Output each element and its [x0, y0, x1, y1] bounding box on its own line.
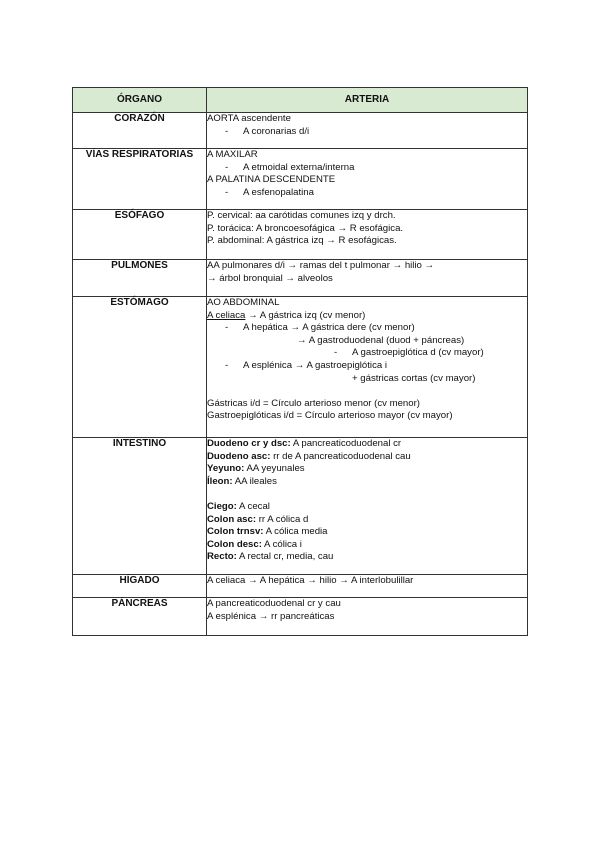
intestine-segment-label: Colon trnsv:: [207, 526, 264, 538]
artery-text: A gastroepiglótica d (cv mayor): [352, 347, 484, 359]
artery-cell: [207, 598, 528, 636]
organ-cell: CORAZÓN: [73, 113, 207, 149]
table-row-intestino: [73, 438, 528, 575]
dash-bullet: -: [225, 322, 229, 334]
artery-line: Gastroepiglóticas i/d = Círculo arterioso mayor (cv mayor): [207, 410, 453, 422]
spacer: [207, 385, 527, 398]
intestine-segment-label: Duodeno cr y dsc:: [207, 438, 291, 449]
dash-bullet: -: [225, 186, 229, 198]
dash-bullet: -: [225, 161, 229, 173]
artery-text: A esfenopalatina: [243, 186, 314, 198]
artery-line: A pancreaticoduodenal cr y cau: [207, 598, 341, 609]
artery-line: [207, 310, 527, 323]
organ-cell: ESÓFAGO: [73, 210, 207, 260]
table-row-vias-respiratorias: [73, 149, 528, 210]
artery-line: A celiaca → A hepática → hilio → A interlobulillar: [207, 575, 414, 586]
dash-bullet: -: [225, 359, 229, 371]
artery-text: A esplénica → A gastroepiglótica i: [243, 359, 387, 371]
intestine-item: [207, 438, 527, 451]
artery-line: A PALATINA DESCENDENTE: [207, 174, 336, 186]
spacer: [207, 488, 527, 501]
artery-line: AORTA ascendente: [207, 113, 291, 124]
artery-subline: [207, 187, 527, 200]
intestine-segment-artery: rr de A pancreaticoduodenal cau: [270, 450, 411, 462]
dash-bullet: -: [225, 125, 229, 137]
artery-line: Gástricas i/d = Círculo arterioso menor (cv menor): [207, 397, 420, 409]
dash-bullet: -: [334, 347, 338, 359]
intestine-segment-artery: AA ileales: [232, 475, 277, 487]
intestine-item: [207, 526, 527, 539]
intestine-item: [207, 514, 527, 527]
table-row-esofago: [73, 210, 528, 260]
artery-cell: [207, 149, 528, 210]
intestine-segment-label: Recto:: [207, 551, 237, 563]
artery-cell: [207, 575, 528, 598]
intestine-segment-artery: rr A cólica d: [256, 513, 309, 525]
intestine-segment-label: Ciego:: [207, 500, 237, 512]
organ-cell: PÁNCREAS: [73, 598, 207, 636]
table-row-pancreas: [73, 598, 528, 636]
organ-cell: INTESTINO: [73, 438, 207, 575]
artery-subline: [207, 347, 527, 360]
header-row: [73, 88, 528, 113]
intestine-item: [207, 501, 527, 514]
organ-cell: PULMONES: [73, 260, 207, 297]
artery-line: A MAXILAR: [207, 149, 258, 160]
artery-line: P. abdominal: A gástrica izq → R esofágicas.: [207, 235, 397, 247]
artery-line: A esplénica → rr pancreáticas: [207, 610, 335, 622]
artery-celiaca-underlined: A celiaca: [207, 309, 246, 321]
intestine-segment-artery: A rectal cr, media, cau: [236, 551, 334, 563]
artery-subline: [207, 322, 527, 335]
intestine-segment-label: Colon asc:: [207, 513, 257, 525]
artery-text: → A gástrica izq (cv menor): [245, 309, 366, 321]
table-row-higado: [73, 575, 528, 598]
organ-cell: VÍAS RESPIRATORIAS: [73, 149, 207, 210]
header-artery: ARTERIA: [207, 88, 528, 113]
table-row-corazon: [73, 113, 528, 149]
artery-text: A etmoidal externa/interna: [243, 161, 355, 173]
artery-text: A hepática → A gástrica dere (cv menor): [243, 322, 415, 334]
table-row-estomago: [73, 297, 528, 438]
intestine-segment-artery: A cecal: [236, 500, 270, 512]
table-row-pulmones: [73, 260, 528, 297]
intestine-item: [207, 463, 527, 476]
artery-line: → árbol bronquial → alveolos: [207, 272, 333, 284]
header-organ: ÓRGANO: [73, 88, 207, 113]
artery-subline: + gástricas cortas (cv mayor): [352, 372, 476, 384]
artery-line: AO ABDOMINAL: [207, 297, 280, 308]
artery-line: AA pulmonares d/i → ramas del t pulmonar → hilio →: [207, 260, 435, 271]
intestine-segment-artery: A pancreaticoduodenal cr: [290, 438, 402, 449]
intestine-segment-artery: A cólica media: [263, 526, 328, 538]
organ-artery-table: [72, 87, 528, 636]
artery-cell: [207, 210, 528, 260]
artery-subline: → A gastroduodenal (duod + páncreas): [297, 334, 465, 346]
artery-cell: [207, 438, 528, 575]
artery-line: P. cervical: aa carótidas comunes izq y drch.: [207, 210, 396, 221]
organ-cell: HÍGADO: [73, 575, 207, 598]
artery-cell: [207, 260, 528, 297]
artery-subline: [207, 360, 527, 373]
intestine-segment-label: Íleon:: [207, 475, 233, 487]
intestine-item: [207, 451, 527, 464]
artery-cell: [207, 113, 528, 149]
intestine-segment-artery: A cólica i: [261, 538, 302, 550]
artery-subline: [207, 162, 527, 175]
intestine-segment-label: Duodeno asc:: [207, 450, 271, 462]
intestine-group-small: [207, 438, 527, 488]
intestine-segment-label: Yeyuno:: [207, 463, 245, 475]
intestine-segment-label: Colon desc:: [207, 538, 262, 550]
artery-cell: [207, 297, 528, 438]
intestine-group-large: [207, 501, 527, 564]
intestine-item: [207, 551, 527, 564]
artery-line: P. torácica: A broncoesofágica → R esofágica.: [207, 222, 404, 234]
intestine-item: [207, 476, 527, 489]
artery-subline: [207, 126, 527, 139]
intestine-item: [207, 539, 527, 552]
organ-cell: ESTÓMAGO: [73, 297, 207, 438]
intestine-segment-artery: AA yeyunales: [244, 463, 305, 475]
artery-text: A coronarias d/i: [243, 125, 310, 137]
